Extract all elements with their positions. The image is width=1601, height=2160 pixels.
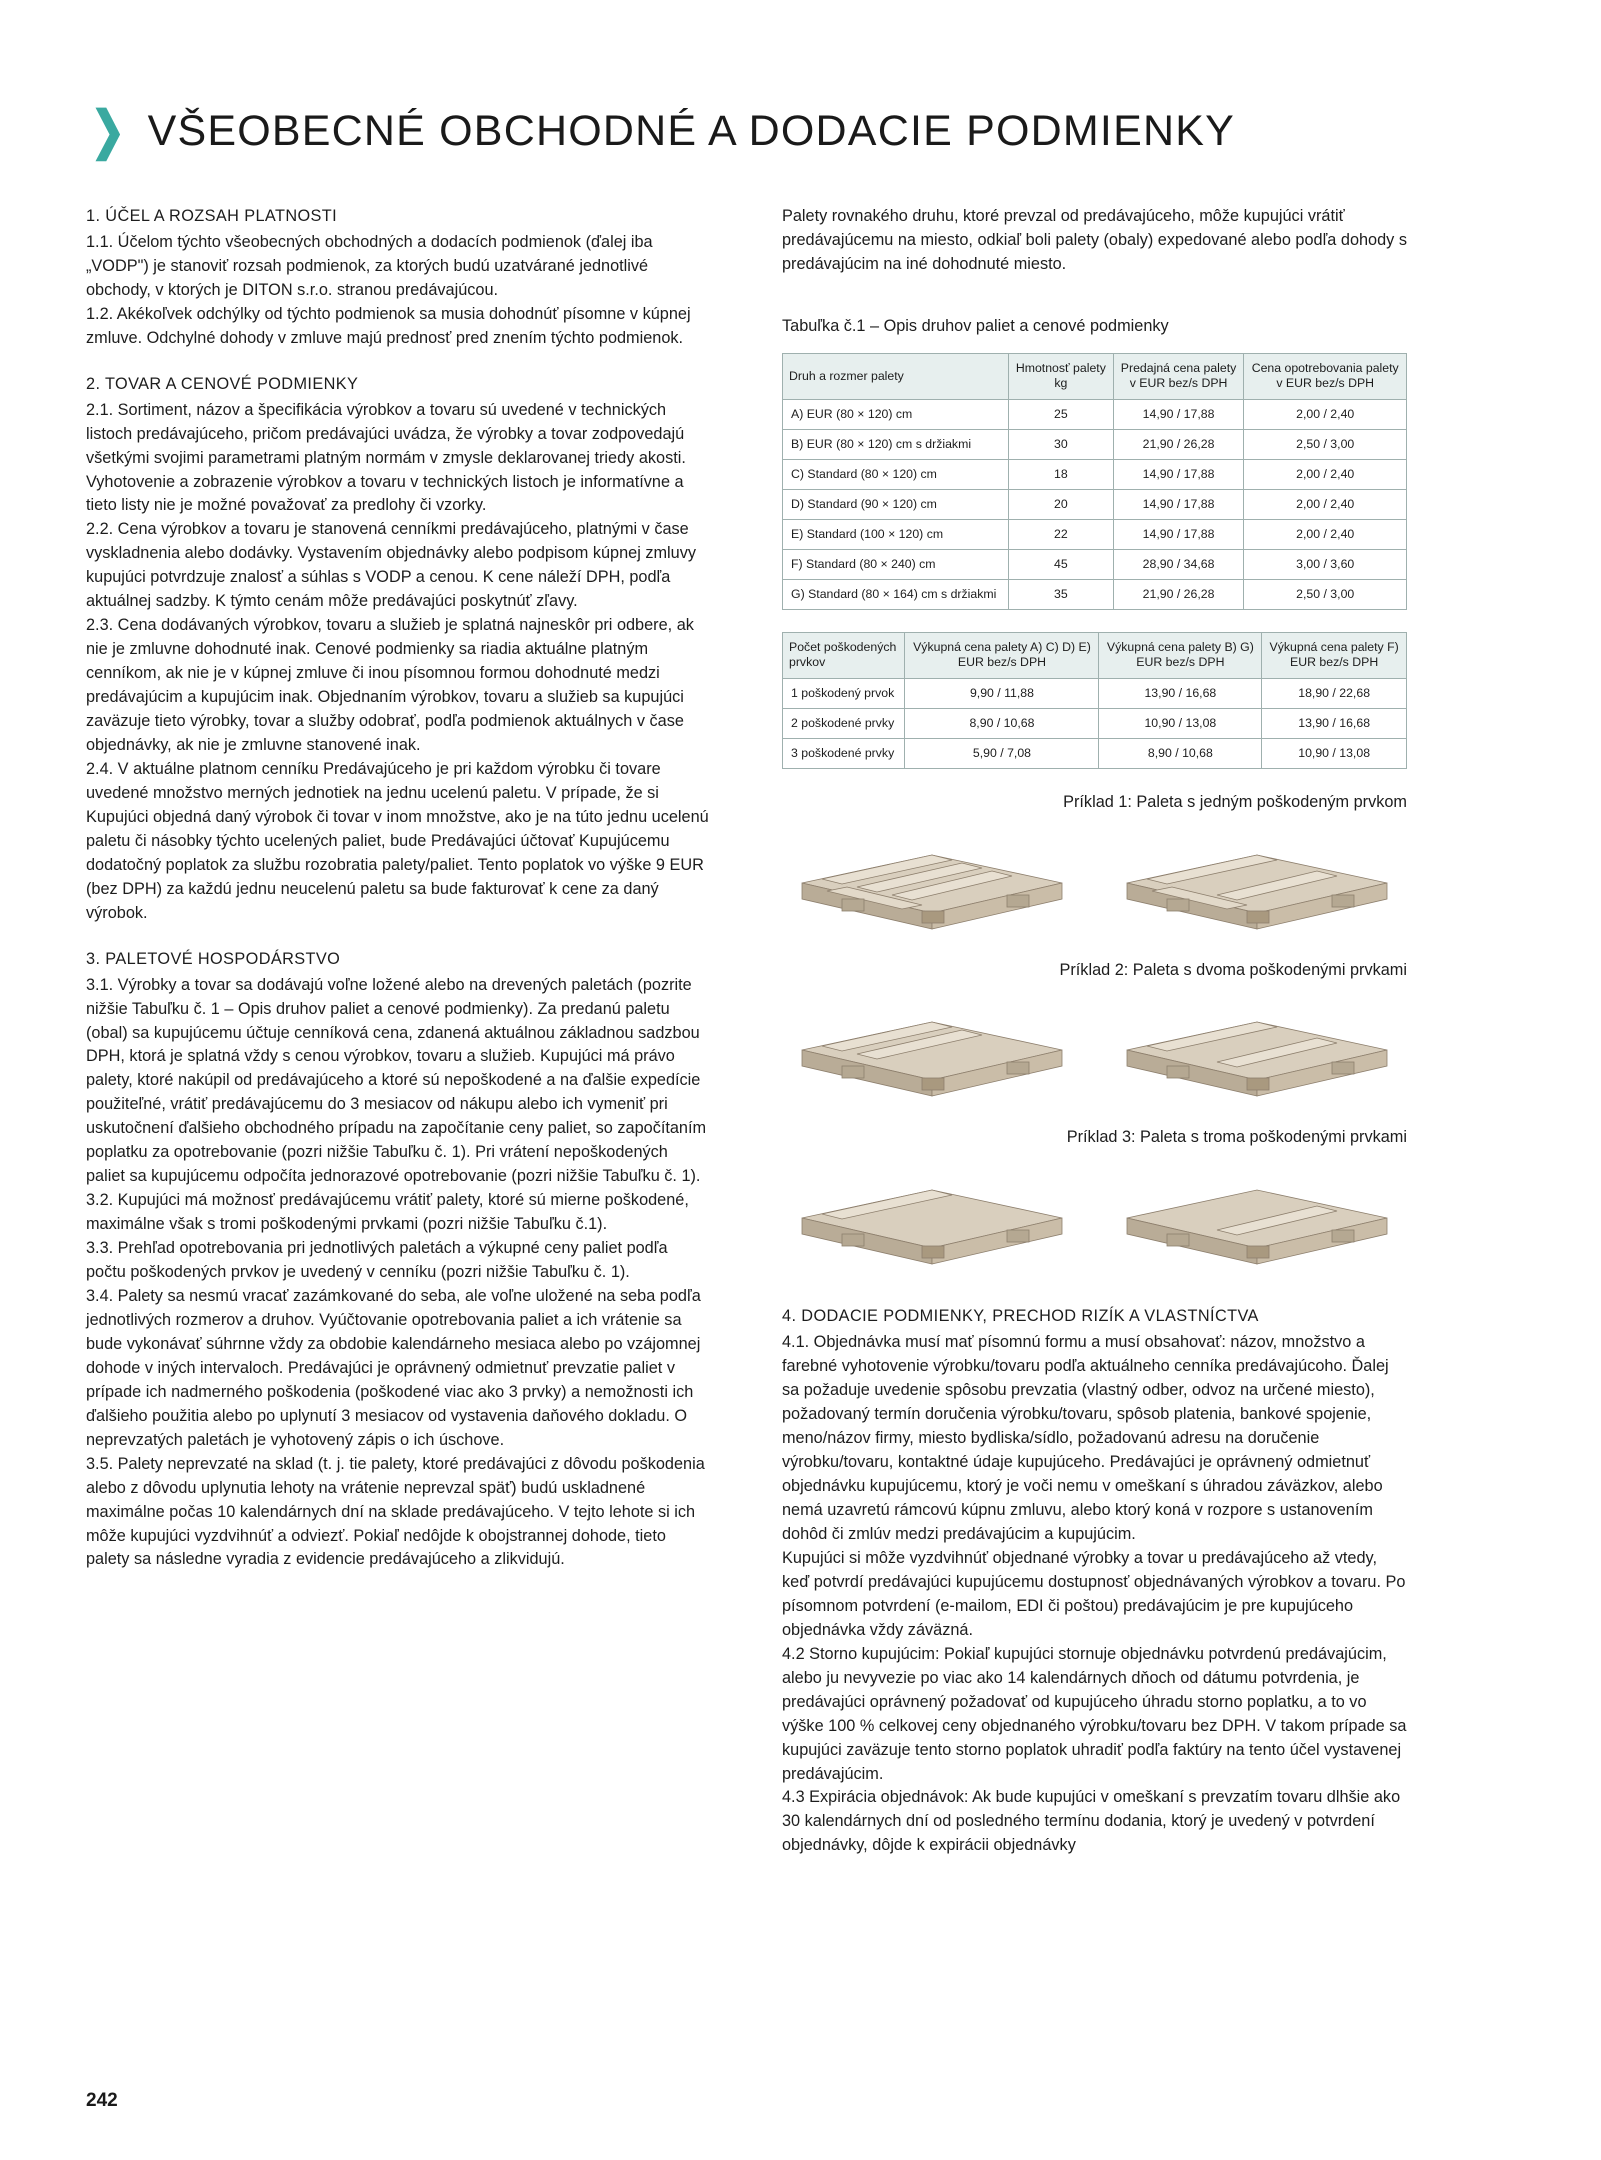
table-row <box>783 579 1407 609</box>
section-4-paragraph-4: 4.3 Expirácia objednávok: Ak bude kupujúci v omeškaní s prevzatím tovaru dlhšie ako 30 kalendárnych dní od posledného termínu dodania, ktorý je uvedený v potvrdení objednávky, dôjde k expirácii objednávky <box>782 1788 1401 1855</box>
pallet-types-cell: 14,90 / 17,88 <box>1113 519 1244 549</box>
pallet-types-cell: A) EUR (80 × 120) cm <box>783 399 1009 429</box>
pallet-types-header-0: Druh a rozmer palety <box>783 354 1009 400</box>
pallet-types-cell: 14,90 / 17,88 <box>1113 399 1244 429</box>
section-3-title: 3. PALETOVÉ HOSPODÁRSTVO <box>86 949 341 968</box>
pallet-types-header-1: Hmotnosť palety kg <box>1009 354 1114 400</box>
chevron-right-icon: ❯ <box>90 102 126 161</box>
page-title: VŠEOBECNÉ OBCHODNÉ A DODACIE PODMIENKY <box>147 106 1235 155</box>
pallet-types-cell: G) Standard (80 × 164) cm s držiakmi <box>783 579 1009 609</box>
table-1-caption: Tabuľka č.1 – Opis druhov paliet a cenové podmienky <box>782 317 1169 336</box>
left-column <box>86 205 711 1572</box>
example-3-label: Príklad 3: Paleta s troma poškodenými prvkami <box>1066 1128 1407 1147</box>
section-2-paragraph-4: 2.4. V aktuálne platnom cenníku Predávajúceho je pri každom výrobku či tovare uvedené množstvo merných jednotiek na jednu ucelenú paletu. V prípade, že si Kupujúci objedná daný výrobok či tovar v inom množstve, ako je na túto jednu ucelenú paletu či násobky týchto ucelených paliet, bude Predávajúci účtovať Kupujúcemu dodatočný poplatok za službu rozobratia palety/paliet. Tento poplatok vo výške 9 EUR (bez DPH) za každú jednu neucelenú paletu sa bude fakturovať k cene za daný výrobok. <box>86 759 709 922</box>
section-2-paragraph-2: 2.2. Cena výrobkov a tovaru je stanovená cenníkmi predávajúceho, platnými v čase vyskladnenia alebo dodávky. Vystavením objednávky alebo podpisom kúpnej zmluvy kupujúci potvrdzuje znalosť a súhlas s VODP a cenou. K cene náleží DPH, podľa aktuálnej sadzby. K týmto cenám môže predávajúci poskytnúť zľavy. <box>86 520 696 611</box>
section-3-paragraph-2: 3.2. Kupujúci má možnosť predávajúcemu vrátiť palety, ktoré sú mierne poškodené, maximálne však s tromi poškodenými prvkami (pozri nižšie Tabuľku č.1). <box>86 1191 689 1234</box>
pallet-types-cell: 2,00 / 2,40 <box>1244 399 1407 429</box>
pallet-illustration-1a <box>782 825 1082 933</box>
section-3-paragraph-5: 3.5. Palety neprevzaté na sklad (t. j. tie palety, ktoré predávajúci z dôvodu poškodenia alebo z dôvodu uplynutia lehoty na vrátenie neprevzal späť) budú uskladnené maximálne počas 10 kalendárnych dní na sklade predávajúceho. V tejto lehote si ich môže kupujúci vyzdvihnúť a odviezť. Pokiaľ nedôjde k obojstrannej dohode, tieto palety sa následne vyradia z evidencie predávajúceho a zlikvidujú. <box>86 1454 705 1569</box>
pallet-buyback-cell: 18,90 / 22,68 <box>1262 678 1407 708</box>
pallet-types-cell: 22 <box>1009 519 1114 549</box>
table-row <box>783 399 1407 429</box>
pallet-buyback-cell: 9,90 / 11,88 <box>905 678 1099 708</box>
pallet-types-cell: 2,00 / 2,40 <box>1244 489 1407 519</box>
table-row <box>783 519 1407 549</box>
example-1-label: Príklad 1: Paleta s jedným poškodeným prvkom <box>1063 792 1407 811</box>
section-3-paragraph-4: 3.4. Palety sa nesmú vracať zazámkované do seba, ale voľne uložené na seba podľa jednotlivých rozmerov a druhov. Vyúčtovanie opotrebovania paliet a ich vrátenie sa bude vykonávať súhrnne vždy za obdobie kalendárneho mesiaca alebo po vzájomnej dohode v iných intervaloch. Predávajúci je oprávnený odmietnuť prevzatie paliet v prípade ich nadmerného poškodenia (poškodené viac ako 3 prvky) a nemožnosti ich ďalšieho použitia alebo po uplynutí 3 mesiacov od vystavenia daňového dokladu. O neprevzatých paletách je vyhotovený zápis o ich úschove. <box>86 1286 701 1449</box>
pallet-types-header-3: Cena opotrebovania palety v EUR bez/s DPH <box>1244 354 1407 400</box>
pallet-illustration-3a <box>782 1160 1082 1268</box>
pallet-buyback-cell: 13,90 / 16,68 <box>1099 678 1262 708</box>
section-2-title: 2. TOVAR A CENOVÉ PODMIENKY <box>86 374 359 393</box>
section-4-title: 4. DODACIE PODMIENKY, PRECHOD RIZÍK A VLASTNÍCTVA <box>782 1307 1259 1326</box>
table-header-row <box>783 632 1407 678</box>
pallet-types-cell: 14,90 / 17,88 <box>1113 489 1244 519</box>
pallet-types-cell: 18 <box>1009 459 1114 489</box>
pallet-illustration-2b <box>1107 992 1407 1100</box>
pallet-types-header-2: Predajná cena palety v EUR bez/s DPH <box>1113 354 1244 400</box>
pallet-types-cell: 14,90 / 17,88 <box>1113 459 1244 489</box>
pallet-types-cell: 35 <box>1009 579 1114 609</box>
pallet-buyback-header-2: Výkupná cena palety B) G) EUR bez/s DPH <box>1099 632 1262 678</box>
table-1-head <box>783 354 1407 400</box>
table-row <box>783 459 1407 489</box>
table-row <box>783 738 1407 768</box>
section-3-paragraph-3: 3.3. Prehľad opotrebovania pri jednotlivých paletách a výkupné ceny paliet podľa počtu poškodených prvkov je uvedený v cenníku (pozri nižšie Tabuľku č. 1). <box>86 1239 668 1282</box>
section-4-paragraph-3: 4.2 Storno kupujúcim: Pokiaľ kupujúci stornuje objednávku potvrdenú predávajúcim, alebo ju nevyvezie po viac ako 14 kalendárnych dňoch od dátumu potvrdenia, je predávajúci oprávnený požadovať od kupujúceho úhradu storno poplatku, a to vo výške 100 % celkovej ceny objednaného výrobku/tovaru bez DPH. V takom prípade sa kupujúci zaväzuje tento storno poplatok uhradiť podľa faktúry na tento účel vystavenej predávajúcim. <box>782 1644 1407 1783</box>
pallet-types-cell: 2,50 / 3,00 <box>1244 429 1407 459</box>
table-row <box>783 678 1407 708</box>
pallet-buyback-cell: 13,90 / 16,68 <box>1262 708 1407 738</box>
pallet-types-cell: 3,00 / 3,60 <box>1244 549 1407 579</box>
table-row <box>783 489 1407 519</box>
pallet-types-cell: 30 <box>1009 429 1114 459</box>
section-2-paragraph-1: 2.1. Sortiment, názov a špecifikácia výrobkov a tovaru sú uvedené v technických listoch predávajúceho, pričom predávajúci uvádza, že výrobky a tovar zodpovedajú všetkými svojimi parametrami platným normám v zmysle deklarovanej triedy akosti. Vyhotovenie a zobrazenie výrobkov a tovaru v technických listoch je informatívne a tieto listy nie je možné považovať za predlohy či vzorky. <box>86 400 686 515</box>
pallet-buyback-cell: 8,90 / 10,68 <box>905 708 1099 738</box>
pallet-types-cell: C) Standard (80 × 120) cm <box>783 459 1009 489</box>
example-3-images <box>782 1160 1407 1268</box>
page-number: 242 <box>86 2090 118 2111</box>
pallet-types-table <box>782 353 1407 610</box>
section-3-paragraph-1: 3.1. Výrobky a tovar sa dodávajú voľne ložené alebo na drevených paletách (pozrite nižšie Tabuľku č. 1 – Opis druhov paliet a cenové podmienky). Za predanú paletu (obal) sa kupujúcemu účtuje cenníková cena, zdanená aktuálnou základnou sadzbou DPH, ktorá je splatná vždy s cenou výrobkov, tovaru a služieb. Kupujúci má právo palety, ktoré nakúpil od predávajúceho a ktoré sú nepoškodené a na ďalšie expedície použiteľné, vrátiť predávajúcemu do 3 mesiacov od nákupu alebo ich vymeniť pri uskutočnení ďalšieho obchodného prípadu na započítanie ceny paliet, so započítaním poplatku za opotrebovanie (pozri nižšie Tabuľku č. 1). Pri vrátení nepoškodených paliet sa kupujúcemu odpočíta jednorazové opotrebovanie (pozri nižšie Tabuľku č. 1). <box>86 975 707 1186</box>
page-header <box>86 78 1515 185</box>
section-1-paragraph-1: 1.1. Účelom týchto všeobecných obchodných a dodacích podmienok (ďalej iba „VODP") je stanoviť rozsah podmienok, za ktorých budú uzatvárané jednotlivé obchody, v ktorých je DITON s.r.o. stranou predávajúcou. <box>86 232 653 299</box>
pallet-types-cell: 2,00 / 2,40 <box>1244 519 1407 549</box>
pallet-types-cell: 21,90 / 26,28 <box>1113 579 1244 609</box>
example-2-images <box>782 992 1407 1100</box>
pallet-buyback-header-1: Výkupná cena palety A) C) D) E) EUR bez/s DPH <box>905 632 1099 678</box>
right-column <box>782 205 1407 1858</box>
pallet-illustration-1b <box>1107 825 1407 933</box>
pallet-types-cell: 2,00 / 2,40 <box>1244 459 1407 489</box>
pallet-types-cell: 45 <box>1009 549 1114 579</box>
section-4-paragraph-1: 4.1. Objednávka musí mať písomnú formu a musí obsahovať: názov, množstvo a farebné vyhotovenie výrobku/tovaru podľa aktuálneho cenníka predávajúcoho. Ďalej sa požaduje uvedenie spôsobu prevzatia (vlastný odber, odvoz na určené miesto), požadovaný termín doručenia výrobku/tovaru, spôsob platenia, bankové spojenie, meno/názov firmy, miesto bydliska/sídlo, požadovanú adresu na doručenie výrobku/tovaru, kontaktné údaje kupujúceho. Predávajúci je oprávnený odmietnuť objednávku kupujúcemu, ktorý je voči nemu v omeškaní s úhradou záväzkov, alebo nemá uzavretú rámcovú kúpnu zmluvu, alebo ktorý koná v rozpore s ustanovením dohôd či zmlúv medzi predávajúcim a kupujúcim. <box>782 1333 1389 1543</box>
pallet-buyback-cell: 2 poškodené prvky <box>783 708 905 738</box>
table-row <box>783 429 1407 459</box>
table-2-body <box>783 678 1407 768</box>
pallet-types-cell: 21,90 / 26,28 <box>1113 429 1244 459</box>
pallet-types-cell: 20 <box>1009 489 1114 519</box>
pallet-buyback-cell: 10,90 / 13,08 <box>1099 708 1262 738</box>
pallet-types-cell: B) EUR (80 × 120) cm s držiakmi <box>783 429 1009 459</box>
table-row <box>783 708 1407 738</box>
pallet-types-cell: F) Standard (80 × 240) cm <box>783 549 1009 579</box>
example-1-images <box>782 825 1407 933</box>
pallet-types-cell: 25 <box>1009 399 1114 429</box>
right-intro-paragraph: Palety rovnakého druhu, ktoré prevzal od predávajúceho, môže kupujúci vrátiť predávajúcemu na miesto, odkiaľ boli palety (obaly) expedované alebo podľa dohody s predávajúcim na iné dohodnuté miesto. <box>782 207 1407 273</box>
pallet-buyback-cell: 3 poškodené prvky <box>783 738 905 768</box>
table-1-body <box>783 399 1407 609</box>
pallet-buyback-cell: 1 poškodený prvok <box>783 678 905 708</box>
table-header-row <box>783 354 1407 400</box>
section-2-paragraph-3: 2.3. Cena dodávaných výrobkov, tovaru a služieb je splatná najneskôr pri odbere, ak nie je zmluvne dohodnuté inak. Cenové podmienky sa riadia aktuálne platným cenníkom, ak nie je v kúpnej zmluve či inou písomnou formou dohodnuté medzi predávajúcim a kupujúcim inak. Objednaním výrobkov, tovaru a služieb sa kupujúci zaväzuje tieto výrobky, tovar a služby odobrať, podľa podmienok aktuálnych v čase objednávky, ak nie je zmluvne stanovené inak. <box>86 616 694 755</box>
section-1-title: 1. ÚČEL A ROZSAH PLATNOSTI <box>86 207 338 225</box>
table-2-head <box>783 632 1407 678</box>
pallet-buyback-header-0: Počet poškodených prvkov <box>783 632 905 678</box>
pallet-buyback-header-3: Výkupná cena palety F) EUR bez/s DPH <box>1262 632 1407 678</box>
example-2-label: Príklad 2: Paleta s dvoma poškodenými prvkami <box>1059 960 1407 979</box>
pallet-buyback-cell: 5,90 / 7,08 <box>905 738 1099 768</box>
section-1-paragraph-2: 1.2. Akékoľvek odchýlky od týchto podmienok sa musia dohodnúť písomne v kúpnej zmluve. Odchylné dohody v zmluve majú prednosť pred znením týchto podmienok. <box>86 304 691 347</box>
pallet-types-cell: 28,90 / 34,68 <box>1113 549 1244 579</box>
pallet-buyback-table <box>782 632 1407 769</box>
pallet-types-cell: 2,50 / 3,00 <box>1244 579 1407 609</box>
pallet-illustration-2a <box>782 992 1082 1100</box>
pallet-buyback-cell: 8,90 / 10,68 <box>1099 738 1262 768</box>
table-row <box>783 549 1407 579</box>
pallet-types-cell: D) Standard (90 × 120) cm <box>783 489 1009 519</box>
pallet-types-cell: E) Standard (100 × 120) cm <box>783 519 1009 549</box>
section-4-paragraph-2: Kupujúci si môže vyzdvihnúť objednané výrobky a tovar u predávajúceho až vtedy, keď potvrdí predávajúci kupujúcemu dostupnosť objednávaných výrobkov a tovaru. Po písomnom potvrdení (e-mailom, EDI či poštou) predávajúcim je pre kupujúceho objednávka vždy záväzná. <box>782 1548 1406 1639</box>
pallet-illustration-3b <box>1107 1160 1407 1268</box>
pallet-buyback-cell: 10,90 / 13,08 <box>1262 738 1407 768</box>
